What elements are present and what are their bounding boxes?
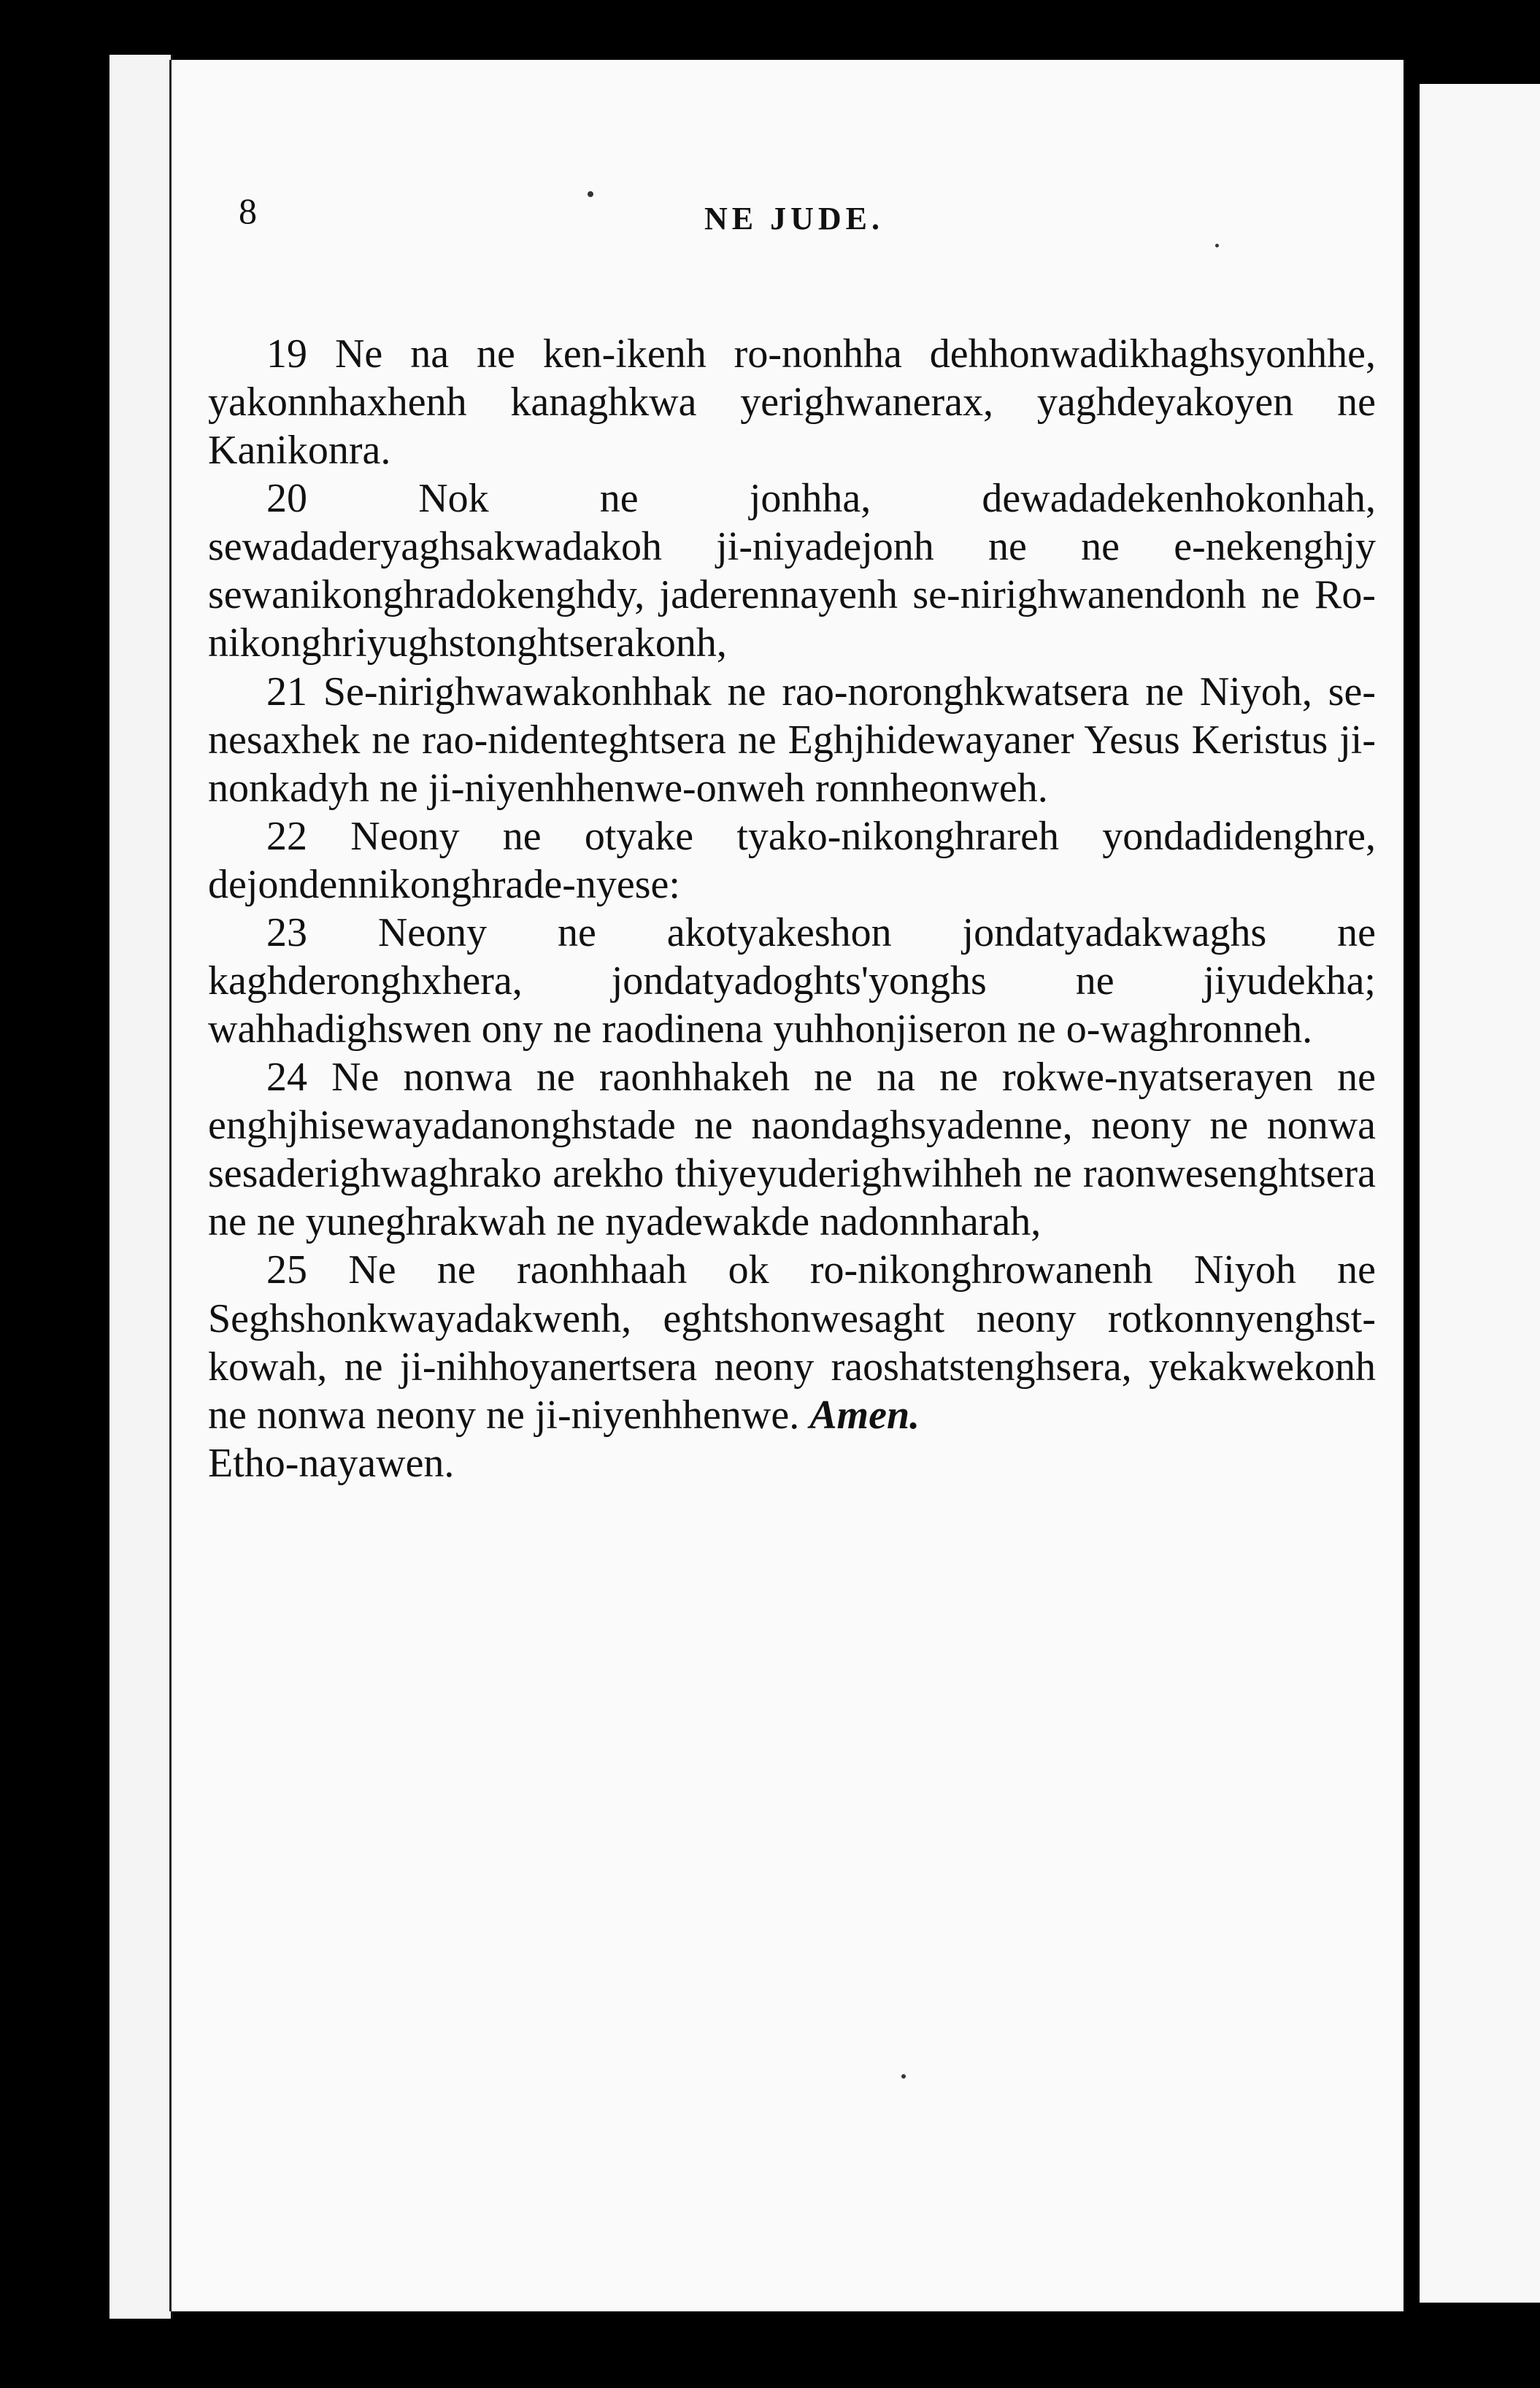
- verse-22: [208, 812, 1376, 909]
- verse-number: 21: [266, 669, 307, 715]
- colophon: Etho-nayawen.: [208, 1440, 455, 1486]
- verse-text: Ne nonwa ne raonhhakeh ne na ne rokwe-nyatserayen ne enghjhisewayadanonghstade ne naondaghsyadenne, neony ne nonwa sesaderighwaghrako arekho thiyeyuderighwihheh ne raonwesenghtsera ne ne yuneghrakwah ne nyadewakde nadonnharah,: [208, 1055, 1377, 1245]
- verse-text: Ne ne raonhhaah ok ro-nikonghrowanenh Niyoh ne Seghshonkwayadakwenh, eghtshonwesaght neony rotkonnyenghst-kowah, ne ji-nihhoyanertsera neony raoshatstenghsera, yekakwekonh ne nonwa neony ne ji-niyenhhenwe.: [208, 1247, 1376, 1438]
- adjacent-page: [1420, 84, 1540, 2303]
- verse-25: [208, 1246, 1376, 1438]
- verse-number: 20: [266, 476, 307, 522]
- print-speck: [901, 2074, 906, 2079]
- print-speck: [1215, 244, 1219, 247]
- verse-text: Ne na ne ken-ikenh ro-nonhha dehhonwadikhaghsyonhhe, yakonnhaxhenh kanaghkwa yerighwanerax, yaghdeyakoyen ne Kanikonra.: [208, 331, 1376, 474]
- verse-20: [208, 474, 1376, 667]
- verse-19: [208, 330, 1376, 474]
- amen-closing: Amen.: [809, 1392, 920, 1438]
- verse-24: [208, 1053, 1376, 1246]
- verse-21: [208, 668, 1376, 812]
- running-head: NE JUDE.: [704, 201, 885, 236]
- body-text: [208, 330, 1376, 1487]
- verse-23: [208, 909, 1376, 1053]
- verse-text: Nok ne jonhha, dewadadekenhokonhah, sewadaderyaghsakwadakoh ji-niyadejonh ne ne e-nekenghjy sewanikonghradokenghdy, jaderennayenh se-nirighwanendonh ne Ro-nikonghriyughstonghtserakonh,: [208, 476, 1376, 666]
- verse-number: 23: [266, 909, 307, 955]
- verse-number: 25: [266, 1247, 307, 1293]
- verse-text: Neony ne otyake tyako-nikonghrareh yondadidenghre, dejondennikonghrade-nyese:: [208, 813, 1376, 907]
- verse-text: Se-nirighwawakonhhak ne rao-noronghkwatsera ne Niyoh, se-nesaxhek ne rao-nidenteghtsera ne Eghjhidewayaner Yesus Keristus ji-nonkadyh ne ji-niyenhhenwe-onweh ronnheonweh.: [208, 669, 1376, 811]
- verse-number: 24: [266, 1055, 307, 1101]
- verse-number: 22: [266, 813, 307, 859]
- book-page: [169, 60, 1404, 2311]
- page-number: 8: [239, 190, 257, 231]
- verse-text: Neony ne akotyakeshon jondatyadakwaghs ne kaghderonghxhera, jondatyadoghts'yonghs ne jiyudekha; wahhadighswen ony ne raodinena yuhhonjiseron ne o-waghronneh.: [208, 909, 1376, 1052]
- print-speck: [588, 191, 593, 197]
- verse-number: 19: [266, 331, 307, 377]
